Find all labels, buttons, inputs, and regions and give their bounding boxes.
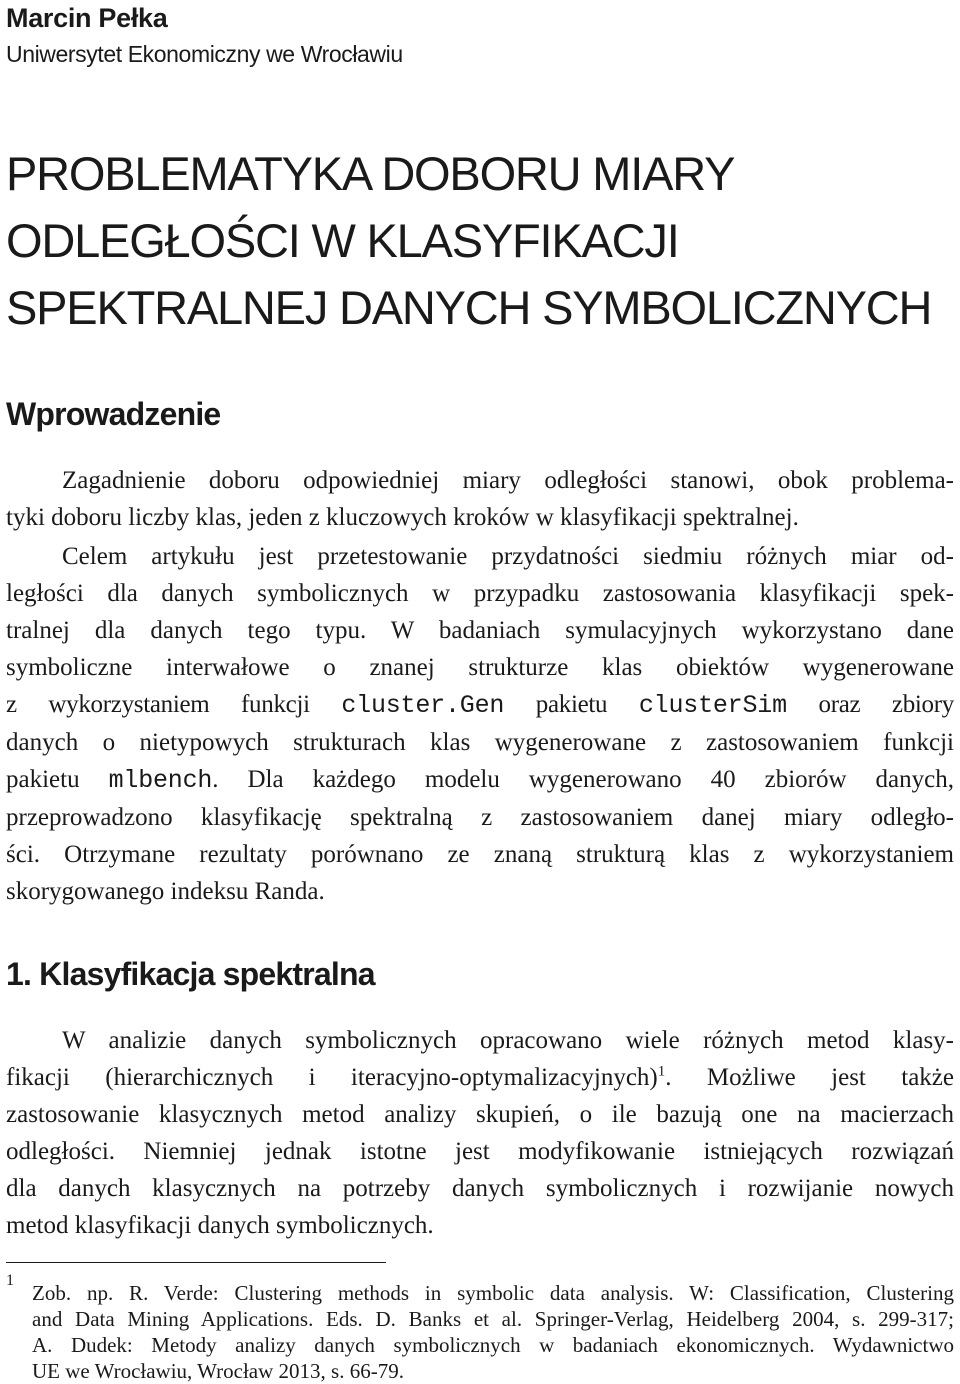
text-run: pakietu (6, 766, 109, 793)
footnote-mark: 1 (6, 1272, 14, 1289)
footnote-text (32, 1280, 954, 1384)
section-heading-introduction: Wprowadzenie (6, 396, 221, 432)
text-run: oraz zbiory (786, 691, 954, 718)
text-line: UE we Wrocławiu, Wrocław 2013, s. 66-79. (32, 1359, 404, 1383)
text-line: tralnej dla danych tego typu. W badaniach symulacyjnych wykorzystano dane (6, 617, 954, 644)
footnote-reference[interactable]: 1 (657, 1063, 666, 1080)
text-run: . Możliwe jest także (665, 1064, 954, 1091)
text-line: ległości dla danych symbolicznych w przypadku zastosowania klasyfikacji spek- (6, 580, 954, 607)
title-line: ODLEGŁOŚCI W KLASYFIKACJI (6, 214, 679, 267)
text-line (6, 686, 954, 724)
text-line: Zob. np. R. Verde: Clustering methods in symbolic data analysis. W: Classification, Clustering (32, 1281, 954, 1305)
text-run: z wykorzystaniem funkcji (6, 691, 342, 718)
code-package-name: mlbench (108, 766, 213, 795)
text-line: odległości. Niemniej jednak istotne jest modyfikowanie istniejących rozwiązań (6, 1138, 954, 1165)
text-line: Zagadnienie doboru odpowiedniej miary odległości stanowi, obok problema- (62, 467, 954, 494)
code-package-name: clusterSim (638, 691, 787, 720)
text-run: fikacji (hierarchicznych i iteracyjno-optymalizacyjnych) (6, 1064, 658, 1091)
author-name: Marcin Pełka (6, 3, 168, 33)
text-line: ści. Otrzymane rezultaty porównano ze znaną strukturą klas z wykorzystaniem (6, 841, 954, 868)
text-line: tyki doboru liczby klas, jeden z kluczowych kroków w klasyfikacji spektralnej. (6, 504, 799, 531)
section-heading-spectral-classification: 1. Klasyfikacja spektralna (6, 956, 375, 992)
text-line (6, 761, 954, 799)
text-line: A. Dudek: Metody analizy danych symbolicznych w badaniach ekonomicznych. Wydawnictwo (32, 1333, 954, 1357)
text-line: skorygowanego indeksu Randa. (6, 878, 325, 905)
author-affiliation: Uniwersytet Ekonomiczny we Wrocławiu (6, 41, 403, 67)
text-line: metod klasyfikacji danych symbolicznych. (6, 1212, 434, 1239)
text-line: dla danych klasycznych na potrzeby danych symbolicznych i rozwijanie nowych (6, 1175, 954, 1202)
text-line: danych o nietypowych strukturach klas wygenerowane z zastosowaniem funkcji (6, 729, 954, 756)
text-line: and Data Mining Applications. Eds. D. Banks et al. Springer-Verlag, Heidelberg 2004, s. 299-317; (32, 1307, 954, 1331)
article-title (6, 140, 946, 341)
section1-paragraph (6, 1022, 954, 1244)
footnote-divider (6, 1262, 386, 1263)
text-line: W analizie danych symbolicznych opracowano wiele różnych metod klasy- (62, 1027, 954, 1054)
intro-paragraph-1 (6, 462, 954, 536)
title-line: SPEKTRALNEJ DANYCH SYMBOLICZNYCH (6, 281, 932, 334)
text-run: pakietu (504, 691, 639, 718)
code-function-name: cluster.Gen (341, 691, 505, 720)
text-line (6, 1059, 954, 1096)
title-line: PROBLEMATYKA DOBORU MIARY (6, 147, 735, 200)
text-run: . Dla każdego modelu wygenerowano 40 zbiorów danych, (212, 766, 954, 793)
text-line: symboliczne interwałowe o znanej strukturze klas obiektów wygenerowane (6, 654, 954, 681)
text-line: przeprowadzono klasyfikację spektralną z zastosowaniem danej miary odległo- (6, 804, 954, 831)
intro-paragraph-2 (6, 538, 954, 910)
text-line: zastosowanie klasycznych metod analizy skupień, o ile bazują one na macierzach (6, 1101, 954, 1128)
text-line: Celem artykułu jest przetestowanie przydatności siedmiu różnych miar od- (62, 543, 954, 570)
